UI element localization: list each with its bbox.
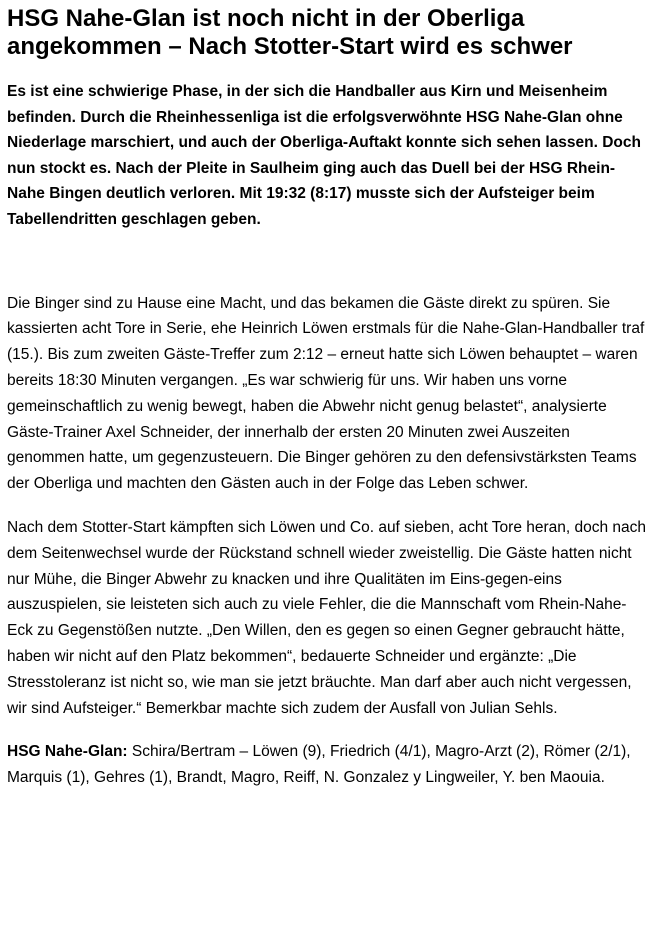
roster-players: Schira/Bertram – Löwen (9), Friedrich (4/1), Magro-Arzt (2), Römer (2/1), Marquis (1), Gehres (1), Brandt, Magro, Reiff, N. Gonzalez y Lingweiler, Y. ben Maouia. xyxy=(7,743,631,787)
article-headline: HSG Nahe-Glan ist noch nicht in der Oberliga angekommen – Nach Stotter-Start wird es schwer xyxy=(7,5,573,60)
article xyxy=(7,0,651,791)
team-roster xyxy=(7,739,651,791)
article-lead: Es ist eine schwierige Phase, in der sich die Handballer aus Kirn und Meisenheim befinden. Durch die Rheinhessenliga ist die erfolgsverwöhnte HSG Nahe-Glan ohne Niederlage marschiert, und auch der Oberliga-Auftakt konnte sich sehen lassen. Doch nun stockt es. Nach der Pleite in Saulheim ging auch das Duell bei der HSG Rhein-Nahe Bingen deutlich verloren. Mit 19:32 (8:17) musste sich der Aufsteiger beim Tabellendritten geschlagen geben. xyxy=(7,83,641,228)
article-paragraph: Nach dem Stotter-Start kämpften sich Löwen und Co. auf sieben, acht Tore heran, doch nach dem Seitenwechsel wurde der Rückstand schnell wieder zweistellig. Die Gäste hatten nicht nur Mühe, die Binger Abwehr zu knacken und ihre Qualitäten im Eins-gegen-eins auszuspielen, sie leisteten sich auch zu viele Fehler, die die Mannschaft vom Rhein-Nahe-Eck zu Gegenstößen nutzte. „Den Willen, den es gegen so einen Gegner gebraucht hätte, haben wir nicht auf den Platz bekommen“, bedauerte Schneider und ergänzte: „Die Stresstoleranz ist nicht so, wie man sie jetzt bräuchte. Man darf aber auch nicht vergessen, wir sind Aufsteiger.“ Bemerkbar machte sich zudem der Ausfall von Julian Sehls. xyxy=(7,518,647,717)
article-paragraph: Die Binger sind zu Hause eine Macht, und das bekamen die Gäste direkt zu spüren. Sie kassierten acht Tore in Serie, ehe Heinrich Löwen erstmals für die Nahe-Glan-Handballer traf (15.). Bis zum zweiten Gäste-Treffer zum 2:12 – erneut hatte sich Löwen behauptet – waren bereits 18:30 Minuten vergangen. „Es war schwierig für uns. Wir haben uns vorne gemeinschaftlich zu wenig bewegt, haben die Abwehr nicht genug belastet“, analysierte Gäste-Trainer Axel Schneider, der innerhalb der ersten 20 Minuten zwei Auszeiten genommen hatte, um gegenzusteuern. Die Binger gehören zu den defensivstärksten Teams der Oberliga und machten den Gästen auch in der Folge das Leben schwer. xyxy=(7,294,645,493)
roster-team-name: HSG Nahe-Glan: xyxy=(7,743,128,761)
